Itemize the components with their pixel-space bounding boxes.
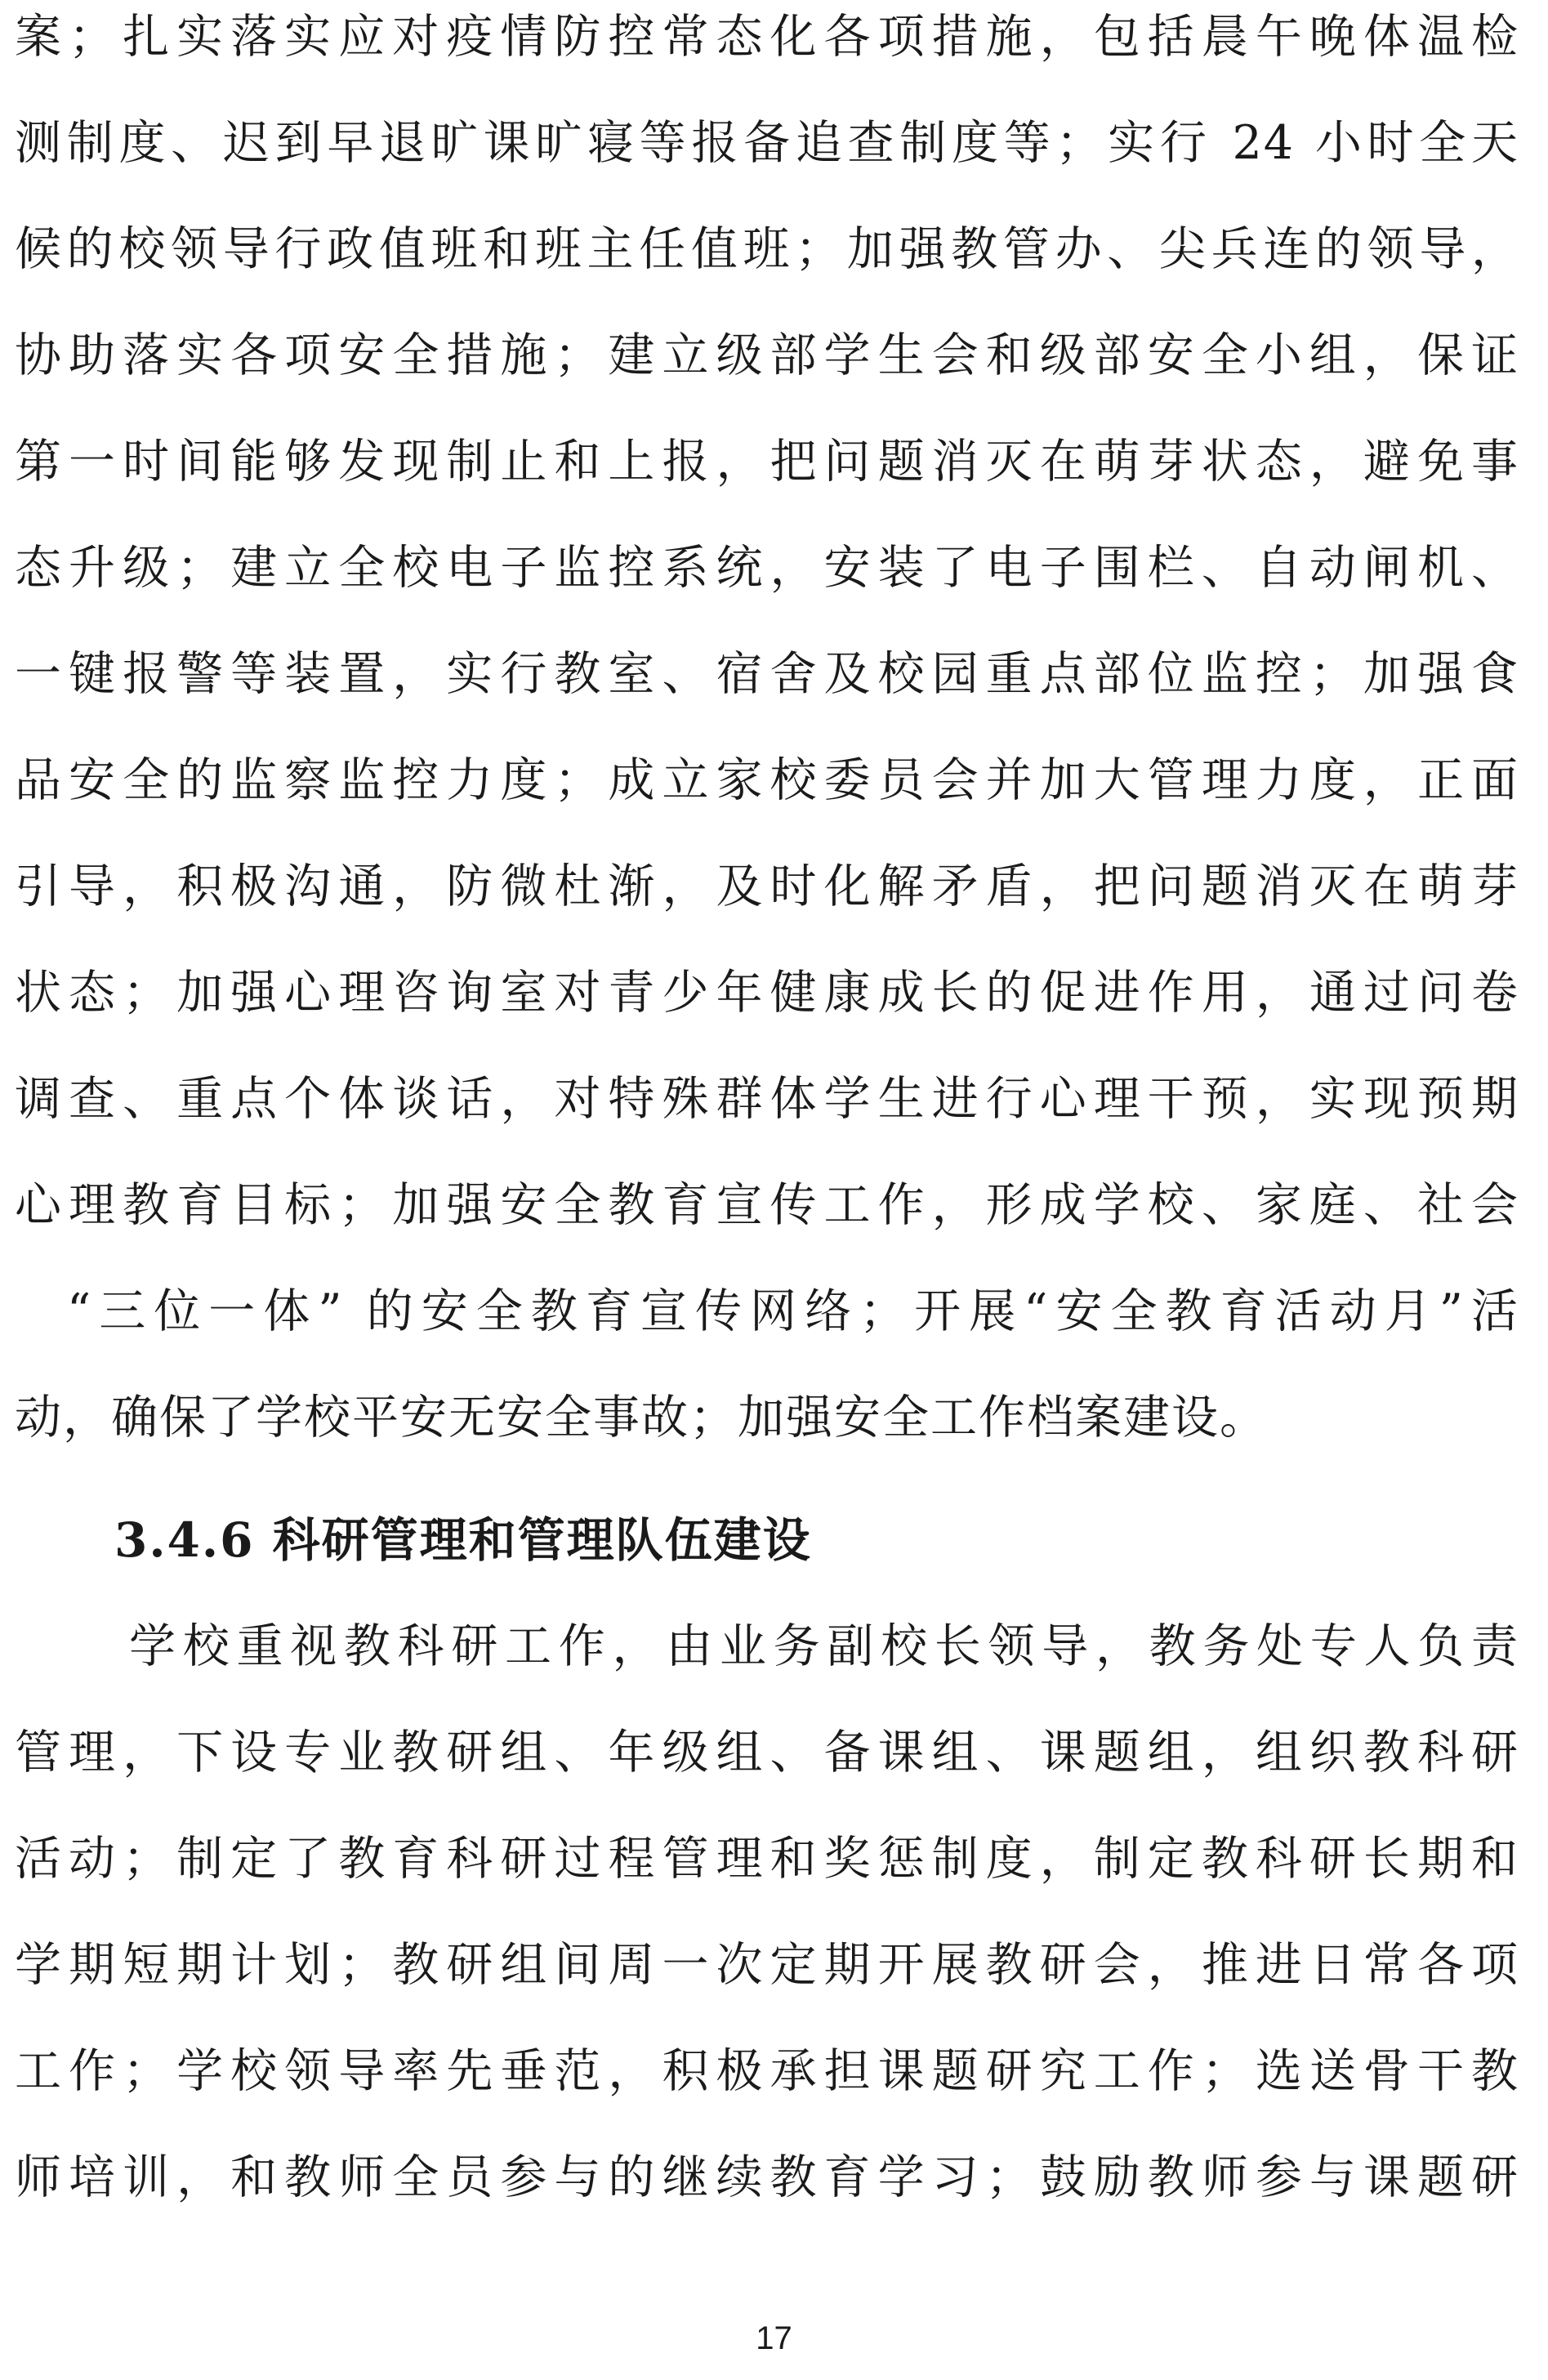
paragraph-1-line-14: 动，确保了学校平安无安全事故；加强安全工作档案建设。 <box>15 1391 1268 1445</box>
paragraph-2-line-6: 师培训，和教师全员参与的继续教育学习；鼓励教师参与课题研 <box>15 2150 1519 2204</box>
paragraph-2-line-4: 学期短期计划；教研组间周一次定期开展教研会，推进日常各项 <box>15 1938 1519 1992</box>
paragraph-1-line-9: 引导，积极沟通，防微杜渐，及时化解矛盾，把问题消灭在萌芽 <box>15 860 1519 913</box>
paragraph-1-line-13: “三位一体” 的安全教育宣传网络；开展“安全教育活动月”活 <box>67 1284 1519 1338</box>
paragraph-1-line-4: 协助落实各项安全措施；建立级部学生会和级部安全小组，保证 <box>15 328 1519 382</box>
paragraph-2-line-1: 学校重视教科研工作，由业务副校长领导，教务处专人负责 <box>129 1619 1519 1673</box>
paragraph-1-line-12: 心理教育目标；加强安全教育宣传工作，形成学校、家庭、社会 <box>15 1178 1519 1232</box>
paragraph-1-line-6: 态升级；建立全校电子监控系统，安装了电子围栏、自动闸机、 <box>15 541 1519 595</box>
paragraph-1-line-11: 调查、重点个体谈话，对特殊群体学生进行心理干预，实现预期 <box>15 1072 1519 1126</box>
paragraph-1-line-5: 第一时间能够发现制止和上报，把问题消灭在萌芽状态，避免事 <box>15 435 1519 489</box>
paragraph-1-line-8: 品安全的监察监控力度；成立家校委员会并加大管理力度，正面 <box>15 753 1519 807</box>
paragraph-1-line-2: 测制度、迟到早退旷课旷寝等报备追查制度等；实行 24 小时全天 <box>15 116 1519 170</box>
paragraph-2-line-2: 管理，下设专业教研组、年级组、备课组、课题组，组织教科研 <box>15 1726 1519 1779</box>
section-heading: 3.4.6 科研管理和管理队伍建设 <box>114 1512 812 1568</box>
page-number: 17 <box>756 2320 792 2356</box>
paragraph-1-line-7: 一键报警等装置，实行教室、宿舍及校园重点部位监控；加强食 <box>15 647 1519 701</box>
paragraph-2-line-5: 工作；学校领导率先垂范，积极承担课题研究工作；选送骨干教 <box>15 2044 1519 2098</box>
paragraph-1-line-3: 候的校领导行政值班和班主任值班；加强教管办、尖兵连的领导， <box>15 222 1519 276</box>
paragraph-2-line-3: 活动；制定了教育科研过程管理和奖惩制度，制定教科研长期和 <box>15 1832 1519 1886</box>
paragraph-1-line-1: 案；扎实落实应对疫情防控常态化各项措施，包括晨午晚体温检 <box>15 10 1519 64</box>
paragraph-1-line-10: 状态；加强心理咨询室对青少年健康成长的促进作用，通过问卷 <box>15 966 1519 1020</box>
